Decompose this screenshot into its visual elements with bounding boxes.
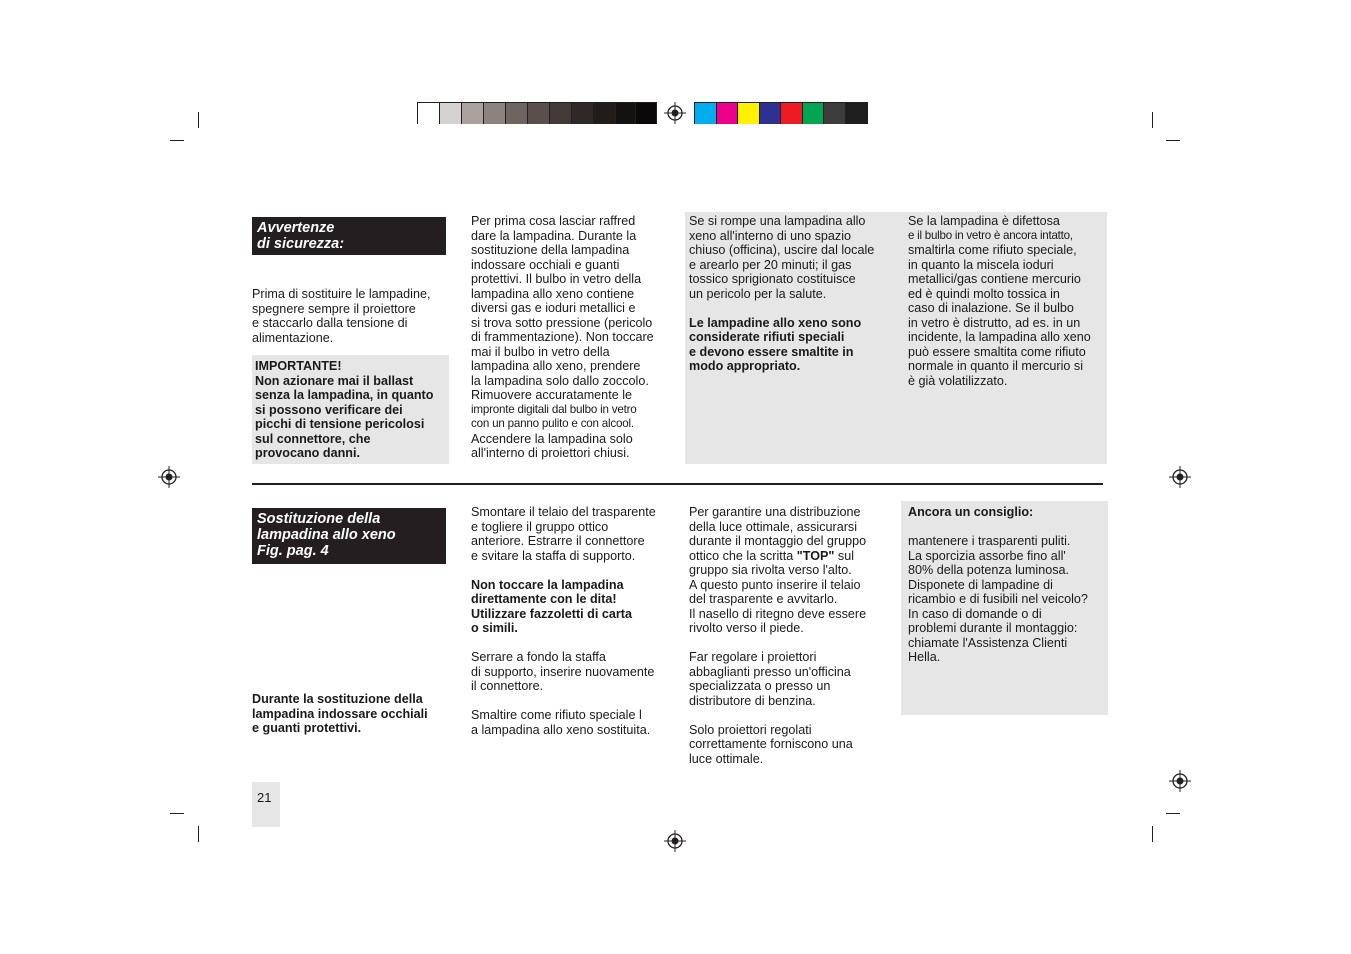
process-color-bar [694, 102, 868, 124]
important-note: IMPORTANTE! Non azionare mai il ballast senza la lampadina, in quanto si possono verificare dei picchi di tensione pericolosi sul connettore, che provocano danni. [255, 359, 434, 460]
defective-lamp-text-condensed: e il bulbo in vetro è ancora intatto, [908, 228, 1073, 242]
crop-mark [1152, 826, 1153, 842]
color-swatch [636, 103, 656, 124]
section1-col2-text-condensed: impronte digitali dal bulbo in vetro con un panno pulito e con alcool. [471, 402, 637, 430]
color-swatch [528, 103, 550, 124]
protective-gear-warning: Durante la sostituzione della lampadina indossare occhiali e guanti protettivi. [252, 692, 428, 735]
disassembly-text: Smontare il telaio del trasparente e togliere il gruppo ottico anteriore. Estrarre il connettore e svitare la staffa di supporto. [471, 505, 656, 563]
adjustment-text: Far regolare i proiettori abbaglianti presso un'officina specializzata o presso un distributore di benzina. [689, 650, 851, 708]
section1-col2-text-end: Accendere la lampadina solo all'interno di proiettori chiusi. [471, 431, 633, 460]
safety-intro: Prima di sostituire le lampadine, spegnere sempre il proiettore e staccarlo dalla tensione di alimentazione. [252, 287, 431, 345]
registration-mark-icon [158, 466, 180, 488]
disposal-text: Smaltire come rifiuto speciale l a lampadina allo xeno sostituita. [471, 708, 651, 737]
safety-heading: Avvertenze di sicurezza: [252, 217, 446, 255]
broken-lamp-text: Se si rompe una lampadina allo xeno all'interno di uno spazio chiuso (officina), uscire dal locale e arearlo per 20 minuti; il gas tossico sprigionato costituisce un pericolo per la salute. [689, 214, 875, 301]
page-number-box [252, 782, 280, 827]
registration-mark-icon [664, 830, 686, 852]
no-touch-warning: Non toccare la lampadina direttamente con le dita! Utilizzare fazzoletti di carta o simili. [471, 577, 632, 635]
color-swatch [462, 103, 484, 124]
alignment-text-a: Per garantire una distribuzione della luce ottimale, assicurarsi durante il montaggio del gruppo ottico che la scritta [689, 505, 867, 563]
crop-mark [198, 112, 199, 128]
defective-lamp-text-end: smaltirla come rifiuto speciale, in quanto la miscela ioduri metallici/gas contiene mercurio ed è quindi molto tossica in caso di inalazione. Se il bulbo in vetro è distrutto, ad es. in un incidente, la lampadina allo xeno può essere smaltita come rifiuto normale in quanto il mercurio si è già volatilizzato. [908, 243, 1091, 388]
color-swatch [824, 103, 846, 124]
important-box [252, 355, 449, 464]
color-swatch [594, 103, 616, 124]
registration-mark-icon [664, 102, 686, 124]
section2-column2 [471, 505, 676, 737]
color-swatch [440, 103, 462, 124]
color-swatch [738, 103, 760, 124]
color-swatch [781, 103, 803, 124]
reassembly-text: Serrare a fondo la staffa di supporto, inserire nuovamente il connettore. [471, 650, 655, 693]
color-swatch [695, 103, 717, 124]
section1-column4 [908, 214, 1108, 388]
color-swatch [717, 103, 738, 124]
top-label: "TOP" [796, 548, 835, 563]
crop-mark [170, 140, 184, 141]
color-swatch [616, 103, 636, 124]
alignment-text [689, 505, 899, 636]
color-swatch [418, 103, 440, 124]
replacement-heading: Sostituzione della lampadina allo xeno Fig. pag. 4 [252, 508, 446, 564]
color-swatch [803, 103, 824, 124]
color-swatch [572, 103, 594, 124]
section1-col2-text: Per prima cosa lasciar raffred dare la lampadina. Durante la sostituzione della lampadina indossare occhiali e guanti protettivi. Il bulbo in vetro della lampadina allo xeno contiene diversi gas e ioduri metallici e si trova sotto pressione (pericolo di frammentazione). Non toccare mai il bulbo in vetro della lampadina allo xeno, prendere la lampadina solo dallo zoccolo. Rimuovere accuratamente le [471, 214, 654, 402]
color-swatch [484, 103, 506, 124]
grey-color-bar [417, 102, 657, 124]
section1-column3 [689, 214, 899, 374]
alignment-text-b: sul gruppo sia rivolta verso l'alto. A questo punto inserire il telaio del trasparente e avvitarlo. Il nasello di ritegno deve essere rivolto verso il piede. [689, 548, 867, 635]
crop-mark [1166, 813, 1180, 814]
crop-mark [170, 813, 184, 814]
color-swatch [846, 103, 867, 124]
crop-mark [1166, 140, 1180, 141]
section-divider [252, 483, 1103, 485]
section2-column3 [689, 505, 899, 766]
color-swatch [760, 103, 781, 124]
page-number: 21 [257, 790, 272, 805]
registration-mark-icon [1169, 466, 1191, 488]
tip-title: Ancora un consiglio: [908, 505, 1034, 519]
crop-mark [1152, 112, 1153, 128]
disposal-warning: Le lampadine allo xeno sono considerate rifiuti speciali e devono essere smaltite in modo appropriato. [689, 315, 862, 373]
tip-box [901, 501, 1108, 715]
color-swatch [550, 103, 572, 124]
tip-body: mantenere i trasparenti puliti. La sporcizia assorbe fino all' 80% della potenza luminosa. Disponete di lampadine di ricambio e di fusibili nel veicolo? In caso di domande o di problemi durante il montaggio: chiamate l'Assistenza Clienti Hella. [908, 534, 1088, 664]
registration-mark-icon [1169, 770, 1191, 792]
color-swatch [506, 103, 528, 124]
section1-column2 [471, 214, 676, 461]
crop-mark [198, 826, 199, 842]
optimal-light-text: Solo proiettori regolati correttamente forniscono una luce ottimale. [689, 722, 853, 766]
defective-lamp-text: Se la lampadina è difettosa [908, 214, 1060, 228]
